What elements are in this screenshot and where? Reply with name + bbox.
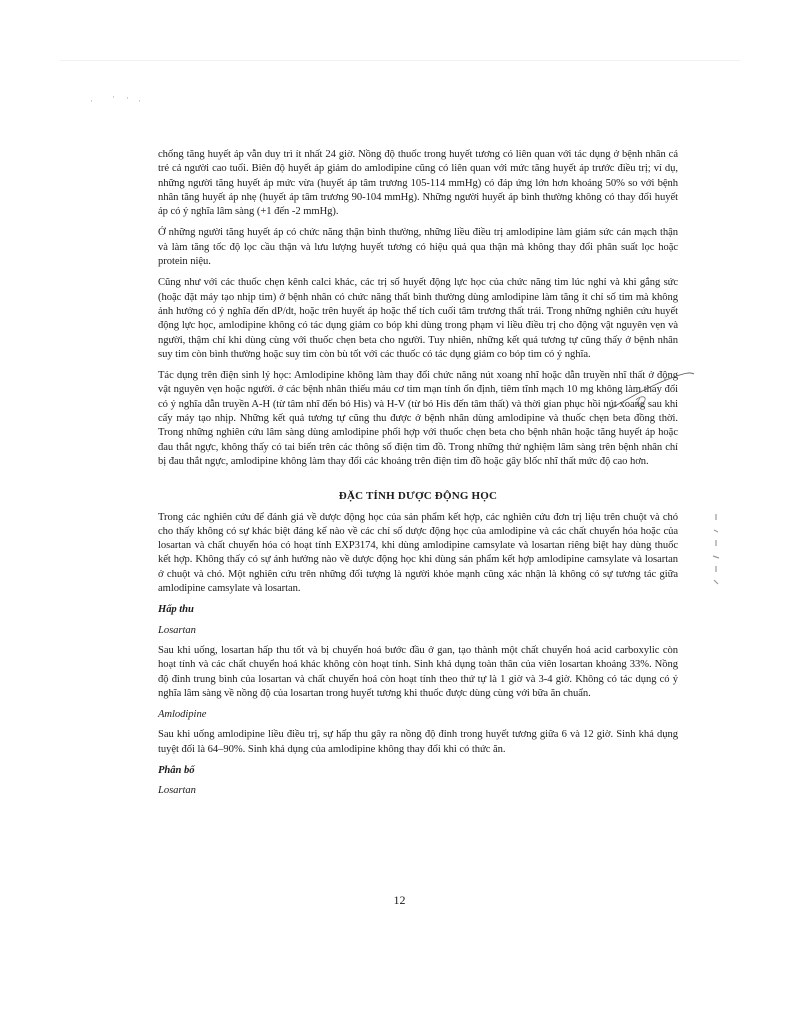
heading-distribution: Phân bố <box>158 764 195 776</box>
paragraph-renal: Ở những người tăng huyết áp có chức năng thận bình thường, những liều điều trị amlodipine làm giảm sức cản mạch thận và làm tăng tốc độ lọc cầu thận và lưu lượng huyết tương có hiệu quả qua thận mà không thay đổi phân suất lọc hoặc protein niệu. <box>158 227 678 268</box>
scan-dust-mark: · <box>126 93 129 103</box>
signature-mark <box>606 370 696 415</box>
paragraph-absorption-losartan: Sau khi uống, losartan hấp thu tốt và bị chuyển hoá bước đầu ở gan, tạo thành một chất chuyển hoá acid carboxylic còn hoạt tính và các chất chuyển hoá khác không còn hoạt tính. Sinh khả dụng toàn thân của viên losartan khoảng 33%. Nồng độ đỉnh trung bình của losartan và chất chuyển hoá còn hoạt tính theo thứ tự là 1 giờ và 3-4 giờ. Không có tác dụng có ý nghĩa lâm sàng về nồng độ của losartan trong huyết tương khi thuốc được dùng cùng với bữa ăn chuẩn. <box>158 644 678 699</box>
paragraph-efficacy: chống tăng huyết áp vẫn duy trì ít nhất 24 giờ. Nồng độ thuốc trong huyết tương có liên quan với tác dụng ở bệnh nhân cả trẻ cả người cao tuổi. Biên độ huyết áp giảm do amlodipine cũng có liên quan với mức tăng huyết áp trước điều trị; ví dụ, những người tăng huyết áp mức vừa (huyết áp tâm trương 105-114 mmHg) có đáp ứng lớn hơn khoảng 50% so với bệnh nhân tăng huyết áp nhẹ (huyết áp tâm trương 90-104 mmHg). Những người huyết áp bình thường không có thay đổi huyết áp có ý nghĩa lâm sàng (+1 đến -2 mmHg). <box>158 149 678 218</box>
scan-dust-mark: · <box>112 92 115 102</box>
section-title: ĐẶC TÍNH DƯỢC ĐỘNG HỌC <box>338 490 498 503</box>
heading-absorption: Hấp thu <box>158 604 194 616</box>
paragraph-electrophysiology: Tác dụng trên điện sinh lý học: Amlodipine không làm thay đổi chức năng nút xoang nhĩ hoặc dẫn truyền nhĩ thất ở động vật nguyên vẹn hoặc người. ở các bệnh nhân thiếu máu cơ tim mạn tính ổn định, tiêm tĩnh mạch 10 mg không làm thay đổi có ý nghĩa dẫn truyền A-H (từ tâm nhĩ đến bó His) và H-V (từ bó His đến tâm thất) và thời gian phục hồi nút xoang sau khi cấy máy tạo nhịp. Những kết quả tương tự cũng thu được ở bệnh nhân dùng amlodipine và thuốc chẹn beta đồng thời. Trong những nghiên cứu lâm sàng dùng amlodipine phối hợp với thuốc chẹn beta cho bệnh nhân hoặc tăng huyết áp hoặc đau thắt ngực, không thấy có tai biến trên các thông số điện tim đồ. Trong những thử nghiệm lâm sàng trên bệnh nhân chỉ bị đau thắt ngực, amlodipine không làm thay đổi các khoảng trên điện tim đồ hoặc gây blốc nhĩ thất mức độ cao hơn. <box>158 370 678 467</box>
scan-dust-mark: · <box>138 96 141 106</box>
scan-edge-line <box>60 60 740 61</box>
label-absorption-losartan: Losartan <box>158 624 196 636</box>
margin-stamp-marks <box>706 510 726 590</box>
paragraph-absorption-amlodipine: Sau khi uống amlodipine liều điều trị, sự hấp thu gây ra nồng độ đỉnh trong huyết tương giữa 6 và 12 giờ. Sinh khả dụng tuyệt đối là 64–90%. Sinh khả dụng của amlodipine không thay đổi khi có thức ăn. <box>158 729 678 755</box>
paragraph-hemodynamics: Cũng như với các thuốc chẹn kênh calci khác, các trị số huyết động lực học của chức năng tim lúc nghỉ và khi gắng sức (hoặc đặt máy tạo nhịp tim) ở bệnh nhân có chức năng thất bình thường dùng amlodipine làm tăng ít chỉ số tim mà không ảnh hưởng có ý nghĩa đến dP/dt, hoặc trên huyết áp hoặc thể tích cuối tâm trương thất trái. Trong những nghiên cứu huyết động lực học, amlodipine không có tác dụng giảm co bóp khi dùng trong phạm vi liều điều trị cho động vật nguyên vẹn và người, thậm chí khi dùng cùng với thuốc chẹn beta cho người. Tuy nhiên, những kết quả tương tự cũng thấy ở bệnh nhân suy tim còn bình thường hoặc suy tim còn bù tốt với các thuốc có tác dụng giảm co bóp tim có ý nghĩa. <box>158 277 678 360</box>
page-number: 12 <box>393 893 406 907</box>
document-body <box>158 148 678 805</box>
scan-dust-mark: · <box>90 96 93 106</box>
label-absorption-amlodipine: Amlodipine <box>158 709 207 721</box>
paragraph-pk-intro: Trong các nghiên cứu để đánh giá về dược động học của sản phẩm kết hợp, các nghiên cứu đơn trị liệu trên chuột và chó cho thấy không có sự khác biệt đáng kể nào về các chỉ số dược động học của amlodipine và các chất chuyển hóa hoặc của losartan và chất chuyển hóa có hoạt tính EXP3174, khi dùng amlodipine camsylate và losartan riêng biệt hay dùng thuốc kết hợp. Không thấy có sự ảnh hưởng nào về dược động học khi dùng sản phẩm kết hợp amlodipine camsylate và losartan ở chuột và chó. Một nghiên cứu trên những đối tượng là người khỏe mạnh cũng xác nhận là không có sự tương tác giữa amlodipine camsylate và losartan. <box>158 511 678 595</box>
label-distribution-losartan: Losartan <box>158 785 196 797</box>
